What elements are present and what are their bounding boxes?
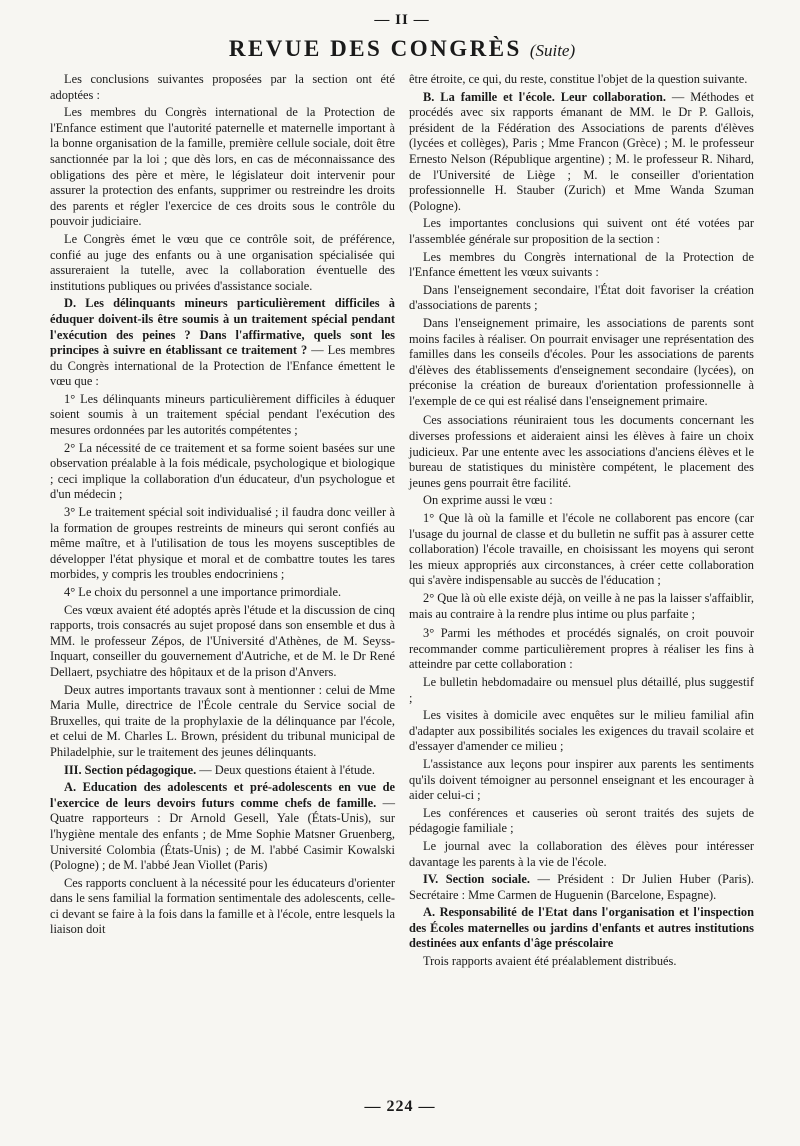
paragraph xyxy=(409,511,754,589)
paragraph-text: 1° Que là où la famille et l'école ne collaborent pas encore (car l'usage du journal de classe et du bulletin ne suffit pas à assurer cette collaboration) l'école travaille, en choisissant les moyens qui seront les mieux appropriés aux circonstances, à créer cette collaboration qui s'avère indispensable au succès de l'éducation ; xyxy=(409,511,754,588)
paragraph-text: Les importantes conclusions qui suivent ont été votées par l'assemblée générale sur proposition de la section : xyxy=(409,216,754,246)
paragraph-text: 2° La nécessité de ce traitement et sa forme soient basées sur une observation préalable à la fois médicale, psychologique et biologique ; ceci implique la collaboration d'un éducateur, d'un psychologue et d'un médecin ; xyxy=(50,440,395,502)
text-columns xyxy=(50,72,754,972)
paragraph xyxy=(50,441,395,503)
paragraph-text: Dans l'enseignement secondaire, l'État doit favoriser la création d'associations de parents ; xyxy=(409,282,754,313)
paragraph-text: Ces rapports concluent à la nécessité pour les éducateurs d'orienter dans le sens familial la formation sentimentale des adolescents, celle-ci devant se faire à la fois dans la famille et à l'école, entre lesquels la liaison doit xyxy=(50,875,395,937)
paragraph xyxy=(409,708,754,755)
paragraph xyxy=(50,505,395,583)
paragraph xyxy=(409,905,754,952)
paragraph xyxy=(50,876,395,938)
paragraph-text: Ces associations réuniraient tous les documents concernant les diverses professions et aideraient ainsi les élèves à faire un choix judicieux. Par une entente avec les associations d'anciens élèves et le bureau de statistiques du ministère compétent, le placement des jeunes gens pourrait être facilité. xyxy=(409,413,754,490)
paragraph-text: L'assistance aux leçons pour inspirer aux parents les sentiments qu'ils doivent témoigner au personnel enseignant et les encourager à aider celui-ci ; xyxy=(409,756,754,803)
paragraph xyxy=(50,392,395,439)
paragraph-text: Les membres du Congrès international de la Protection de l'Enfance estiment que l'autorité paternelle et maternelle important à la bonne organisation de la famille, première cellule sociale, doit être sanctionnée par la loi ; que dès lors, en cas de méconnaissance des obligations des père et mère, le législateur doit intervenir pour assurer la protection des enfants, supprimer ou restreindre les droits des parents et régler l'exercice de ces droits sous le contrôle du pouvoir judiciaire. xyxy=(50,105,395,229)
paragraph-text: — Quatre rapporteurs : Dr Arnold Gesell, Yale (États-Unis), sur l'hygiène mentale des enfants ; de Mme Sophie Matsner Gruenberg, Université Colombia (États-Unis) ; de M. l'abbé Casimir Kowalski (Pologne) ; de M. l'abbé Jean Viollet (Paris) xyxy=(50,795,395,873)
paragraph-text: Les visites à domicile avec enquêtes sur le milieu familial afin d'adapter aux possibilités sociales les exigences du travail scolaire et d'essayer d'amender ce milieu ; xyxy=(409,708,754,754)
paragraph-text: Ces vœux avaient été adoptés après l'étude et la discussion de cinq rapports, trois consacrés au sujet proposé dans son ensemble et dus à MM. le professeur Zépos, de l'Université d'Athènes, de M. Seyss-Inquart, conseiller du gouvernement d'Autriche, et de M. le Dr René Dellaert, psychiatre des hôpitaux et de la prison d'Anvers. xyxy=(50,602,395,679)
paragraph-text: — Les membres du Congrès international de la Protection de l'Enfance émettent le vœu que : xyxy=(50,343,395,389)
paragraph-text: 4° Le choix du personnel a une importance primordiale. xyxy=(64,585,342,599)
paragraph-text: Les conclusions suivantes proposées par la section ont été adoptées : xyxy=(50,72,395,102)
paragraph-text: 1° Les délinquants mineurs particulièrement difficiles à éduquer soient soumis à un traitement spécial pendant l'exécution des mesures ordonnées par les autorités compétentes ; xyxy=(50,391,395,438)
paragraph xyxy=(50,72,395,103)
paragraph xyxy=(409,839,754,870)
paragraph xyxy=(50,232,395,294)
header-title: REVUE DES CONGRÈS xyxy=(228,36,522,61)
paragraph xyxy=(409,216,754,247)
paragraph-text: — Méthodes et procédés avec six rapports émanant de MM. le Dr P. Gallois, président de la Fédération des Associations de parents d'élèves (lycées et collèges), Paris ; Mme Francon (Grèce) ; M. le professeur Ernesto Nelson (République argentine) ; M. le professeur R. Nihard, de l'Université de Liège ; M. le conseiller d'orientation professionnelle H. Stauber (Zurich) et Mme Wanda Szuman (Pologne). xyxy=(409,89,754,213)
paragraph xyxy=(50,683,395,761)
paragraph xyxy=(50,763,395,779)
paragraph xyxy=(409,72,754,88)
paragraph xyxy=(50,296,395,390)
paragraph-text: Le bulletin hebdomadaire ou mensuel plus détaillé, plus suggestif ; xyxy=(409,674,754,705)
paragraph-text: Trois rapports avaient été préalablement distribués. xyxy=(423,954,677,969)
paragraph xyxy=(409,675,754,706)
paragraph-text: — Deux questions étaient à l'étude. xyxy=(196,762,375,777)
paragraph-text: Deux autres importants travaux sont à mentionner : celui de Mme Maria Mulle, directrice de l'École centrale du Service social de Bruxelles, qui traite de la prophylaxie de la délinquance par l'école, et celui de M. Charles L. Brown, président du tribunal municipal de Philadelphie, sur le traitement des jeunes délinquants. xyxy=(50,682,395,759)
paragraph-text: 2° Que là où elle existe déjà, on veille à ne pas la laisser s'affaiblir, mais au contraire à la rendre plus intime ou plus parfaite ; xyxy=(409,591,754,621)
paragraph xyxy=(409,954,754,970)
paragraph xyxy=(409,872,754,903)
paragraph xyxy=(409,90,754,215)
paragraph xyxy=(409,283,754,314)
paragraph xyxy=(409,316,754,410)
paragraph-text: Les membres du Congrès international de la Protection de l'Enfance émettent les vœux suivants : xyxy=(409,249,754,280)
right-column xyxy=(409,72,754,972)
left-column xyxy=(50,72,395,972)
paragraph xyxy=(409,757,754,804)
paragraph-text: On exprime aussi le vœu : xyxy=(423,493,553,508)
paragraph-text: Le journal avec la collaboration des élèves pour intéresser davantage les parents à la vie de l'école. xyxy=(409,838,754,869)
paragraph-text: Les conférences et causeries où seront traités des sujets de pédagogie familiale ; xyxy=(409,805,754,836)
paragraph xyxy=(409,250,754,281)
paragraph-text: être étroite, ce qui, du reste, constitue l'objet de la question suivante. xyxy=(409,72,748,86)
header-suite: (Suite) xyxy=(529,41,576,60)
paragraph xyxy=(50,780,395,874)
paragraph-text: Dans l'enseignement primaire, les associations de parents sont moins faciles à réaliser. On pourrait envisager une représentation des familles dans les conseils d'écoles. Pour les associations de parents d'élèves des établissements d'enseignement secondaire (lycées), on préconise la création de bureaux d'orientation professionnelle à l'exemple de ce qui est réalisé dans l'enseignement primaire. xyxy=(409,315,754,408)
paragraph-heading: IV. Section sociale. xyxy=(423,872,530,887)
page-folio-top: — II — xyxy=(374,12,430,28)
paragraph-text: — Président : Dr Julien Huber (Paris). Secrétaire : Mme Carmen de Huguenin (Barcelone, Espagne). xyxy=(409,872,754,902)
paragraph-heading: A. Education des adolescents et pré-adolescents en vue de l'exercice de leurs devoirs futurs comme chefs de famille. xyxy=(50,780,395,810)
paragraph-text: Le Congrès émet le vœu que ce contrôle soit, de préférence, confié au juge des enfants ou à une organisation spécialisée qui assureraient la tutelle, avec la collaboration éventuelle des institutions publiques ou privées d'assistance sociale. xyxy=(50,231,395,293)
paragraph-text: 3° Parmi les méthodes et procédés signalés, on croit pouvoir recommander comme particulièrement propres à réaliser les fins à atteindre par cette collaboration : xyxy=(409,626,754,672)
paragraph-heading: III. Section pédagogique. xyxy=(64,762,197,777)
paragraph-heading: A. Responsabilité de l'Etat dans l'organisation et l'inspection des Écoles maternelles ou jardins d'enfants et autres institutions destinées aux enfants d'âge préscolaire xyxy=(409,905,754,951)
paragraph xyxy=(409,493,754,509)
paragraph-heading: D. Les délinquants mineurs particulièrement difficiles à éduquer doivent-ils être soumis à un traitement spécial pendant l'exécution des peines ? Dans l'affirmative, quels sont les principes à suivre en établissant ce traitement ? xyxy=(50,296,395,358)
paragraph xyxy=(409,806,754,837)
page-number: — 224 — xyxy=(364,1098,436,1115)
paragraph xyxy=(409,413,754,491)
paragraph xyxy=(50,585,395,601)
paragraph-heading: B. La famille et l'école. Leur collaboration. xyxy=(423,89,666,104)
paragraph xyxy=(50,603,395,681)
paragraph xyxy=(409,626,754,673)
paragraph xyxy=(409,591,754,622)
paragraph xyxy=(50,105,395,230)
page-header xyxy=(50,36,754,66)
paragraph-text: 3° Le traitement spécial soit individualisé ; il faudra donc veiller à la formation de groupes restreints de mineurs qui seront confiés au même maître, et à l'utilisation de tous les moyens susceptibles de développer l'état physique et moral et de combattre toutes les tares morbides, y compris les troubles endocriniens ; xyxy=(50,505,395,582)
